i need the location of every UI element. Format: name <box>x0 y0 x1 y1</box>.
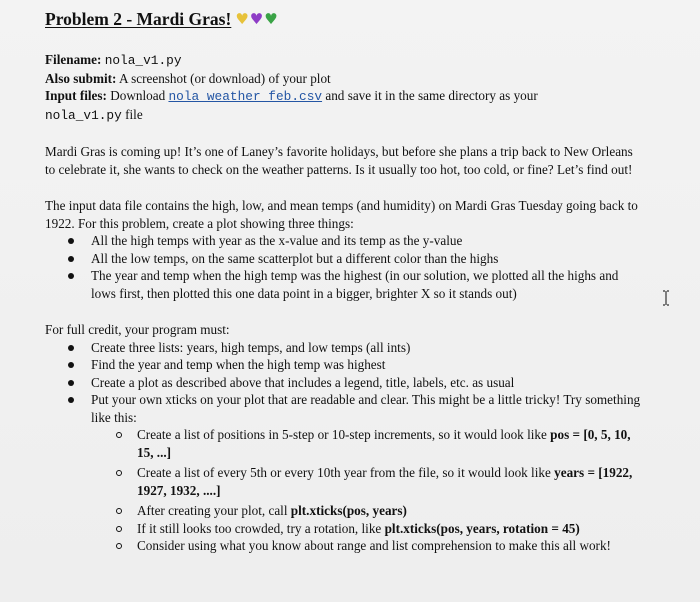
sub-item-text: After creating your plot, call <box>137 503 288 518</box>
intro-paragraph: Mardi Gras is coming up! It’s one of Laney’s favorite holidays, but before she plans a trip back to New Orleans to celebrate it, she wants to check on the weather patterns. Is it usually too hot, too cold, or fine? Let’s find out! <box>45 144 633 177</box>
sub-item-text: Create a list of every 5th or every 10th year from the file, so it would look like <box>137 465 551 480</box>
csv-download-link[interactable]: nola_weather_feb.csv <box>168 89 323 104</box>
list-item: Find the year and temp when the high temp was highest <box>45 356 645 374</box>
input-description-block <box>45 197 645 302</box>
problem-title-text: Problem 2 - Mardi Gras! <box>45 9 232 29</box>
list-item: The year and temp when the high temp was the highest (in our solution, we plotted all the highs and lows first, then plotted this one data point in a bigger, brighter X so it stands out) <box>45 267 645 302</box>
sub-item-text: Create a list of positions in 5-step or 10-step increments, so it would look like <box>137 427 547 442</box>
problem-title <box>45 8 645 30</box>
sub-list-item <box>91 520 645 538</box>
hearts-group <box>235 9 278 28</box>
list-item: Create a plot as described above that includes a legend, title, labels, etc. as usual <box>45 374 645 392</box>
sub-item-text: Consider using what you know about range and list comprehension to make this all work! <box>137 538 611 553</box>
list-item: All the low temps, on the same scatterplot but a different color than the highs <box>45 250 645 268</box>
input-rest-text: and save it in the same directory as your <box>325 88 538 103</box>
sub-item-code: years = [1922, 1927, 1932, ....] <box>137 465 633 498</box>
credit-requirements-list <box>45 339 645 555</box>
sub-list-item <box>91 537 645 555</box>
filename-value: nola_v1.py <box>104 53 182 68</box>
sub-item-code: plt.xticks(pos, years) <box>290 503 407 518</box>
list-item: All the high temps with year as the x-value and its temp as the y-value <box>45 232 645 250</box>
full-credit-intro: For full credit, your program must: <box>45 322 230 337</box>
also-submit-line <box>45 70 645 88</box>
full-credit-block <box>45 321 645 555</box>
input-file-suffix: file <box>125 106 143 122</box>
yellow-heart-icon: ♥ <box>235 9 249 28</box>
sub-item-text: If it still looks too crowded, try a rotation, like <box>137 520 382 536</box>
sub-list-item <box>91 464 645 499</box>
sub-list-item <box>91 502 645 520</box>
meta-block <box>45 51 645 124</box>
purple-heart-icon: ♥ <box>249 9 264 28</box>
sub-item-code: plt.xticks(pos, years, rotation = 45) <box>384 520 580 536</box>
xticks-steps-list <box>91 426 645 555</box>
green-heart-icon: ♥ <box>264 9 278 28</box>
sub-item-code: pos = [0, 5, 10, 15, ...] <box>137 427 631 460</box>
list-item: Create three lists: years, high temps, and low temps (all ints) <box>45 339 645 357</box>
also-submit-label: Also submit: <box>45 70 117 86</box>
filename-label: Filename: <box>45 52 102 67</box>
xticks-requirement-text: Put your own xticks on your plot that are readable and clear. This might be a little tricky! Try something like this: <box>91 392 641 425</box>
input-files-line <box>45 87 645 106</box>
input-files-label: Input files: <box>45 88 107 103</box>
list-item <box>45 391 645 555</box>
input-file-line <box>45 106 645 125</box>
input-download-text: Download <box>110 88 166 103</box>
also-submit-value: A screenshot (or download) of your plot <box>119 70 331 86</box>
text-cursor-icon <box>661 290 671 306</box>
plot-requirements-list <box>45 232 645 302</box>
input-file-name: nola_v1.py <box>45 107 122 123</box>
sub-list-item <box>91 426 645 461</box>
input-description-paragraph: The input data file contains the high, low, and mean temps (and humidity) on Mardi Gras Tuesday going back to 1922. For this problem, create a plot showing three things: <box>45 198 638 231</box>
document-content <box>45 8 645 555</box>
filename-line <box>45 51 645 70</box>
